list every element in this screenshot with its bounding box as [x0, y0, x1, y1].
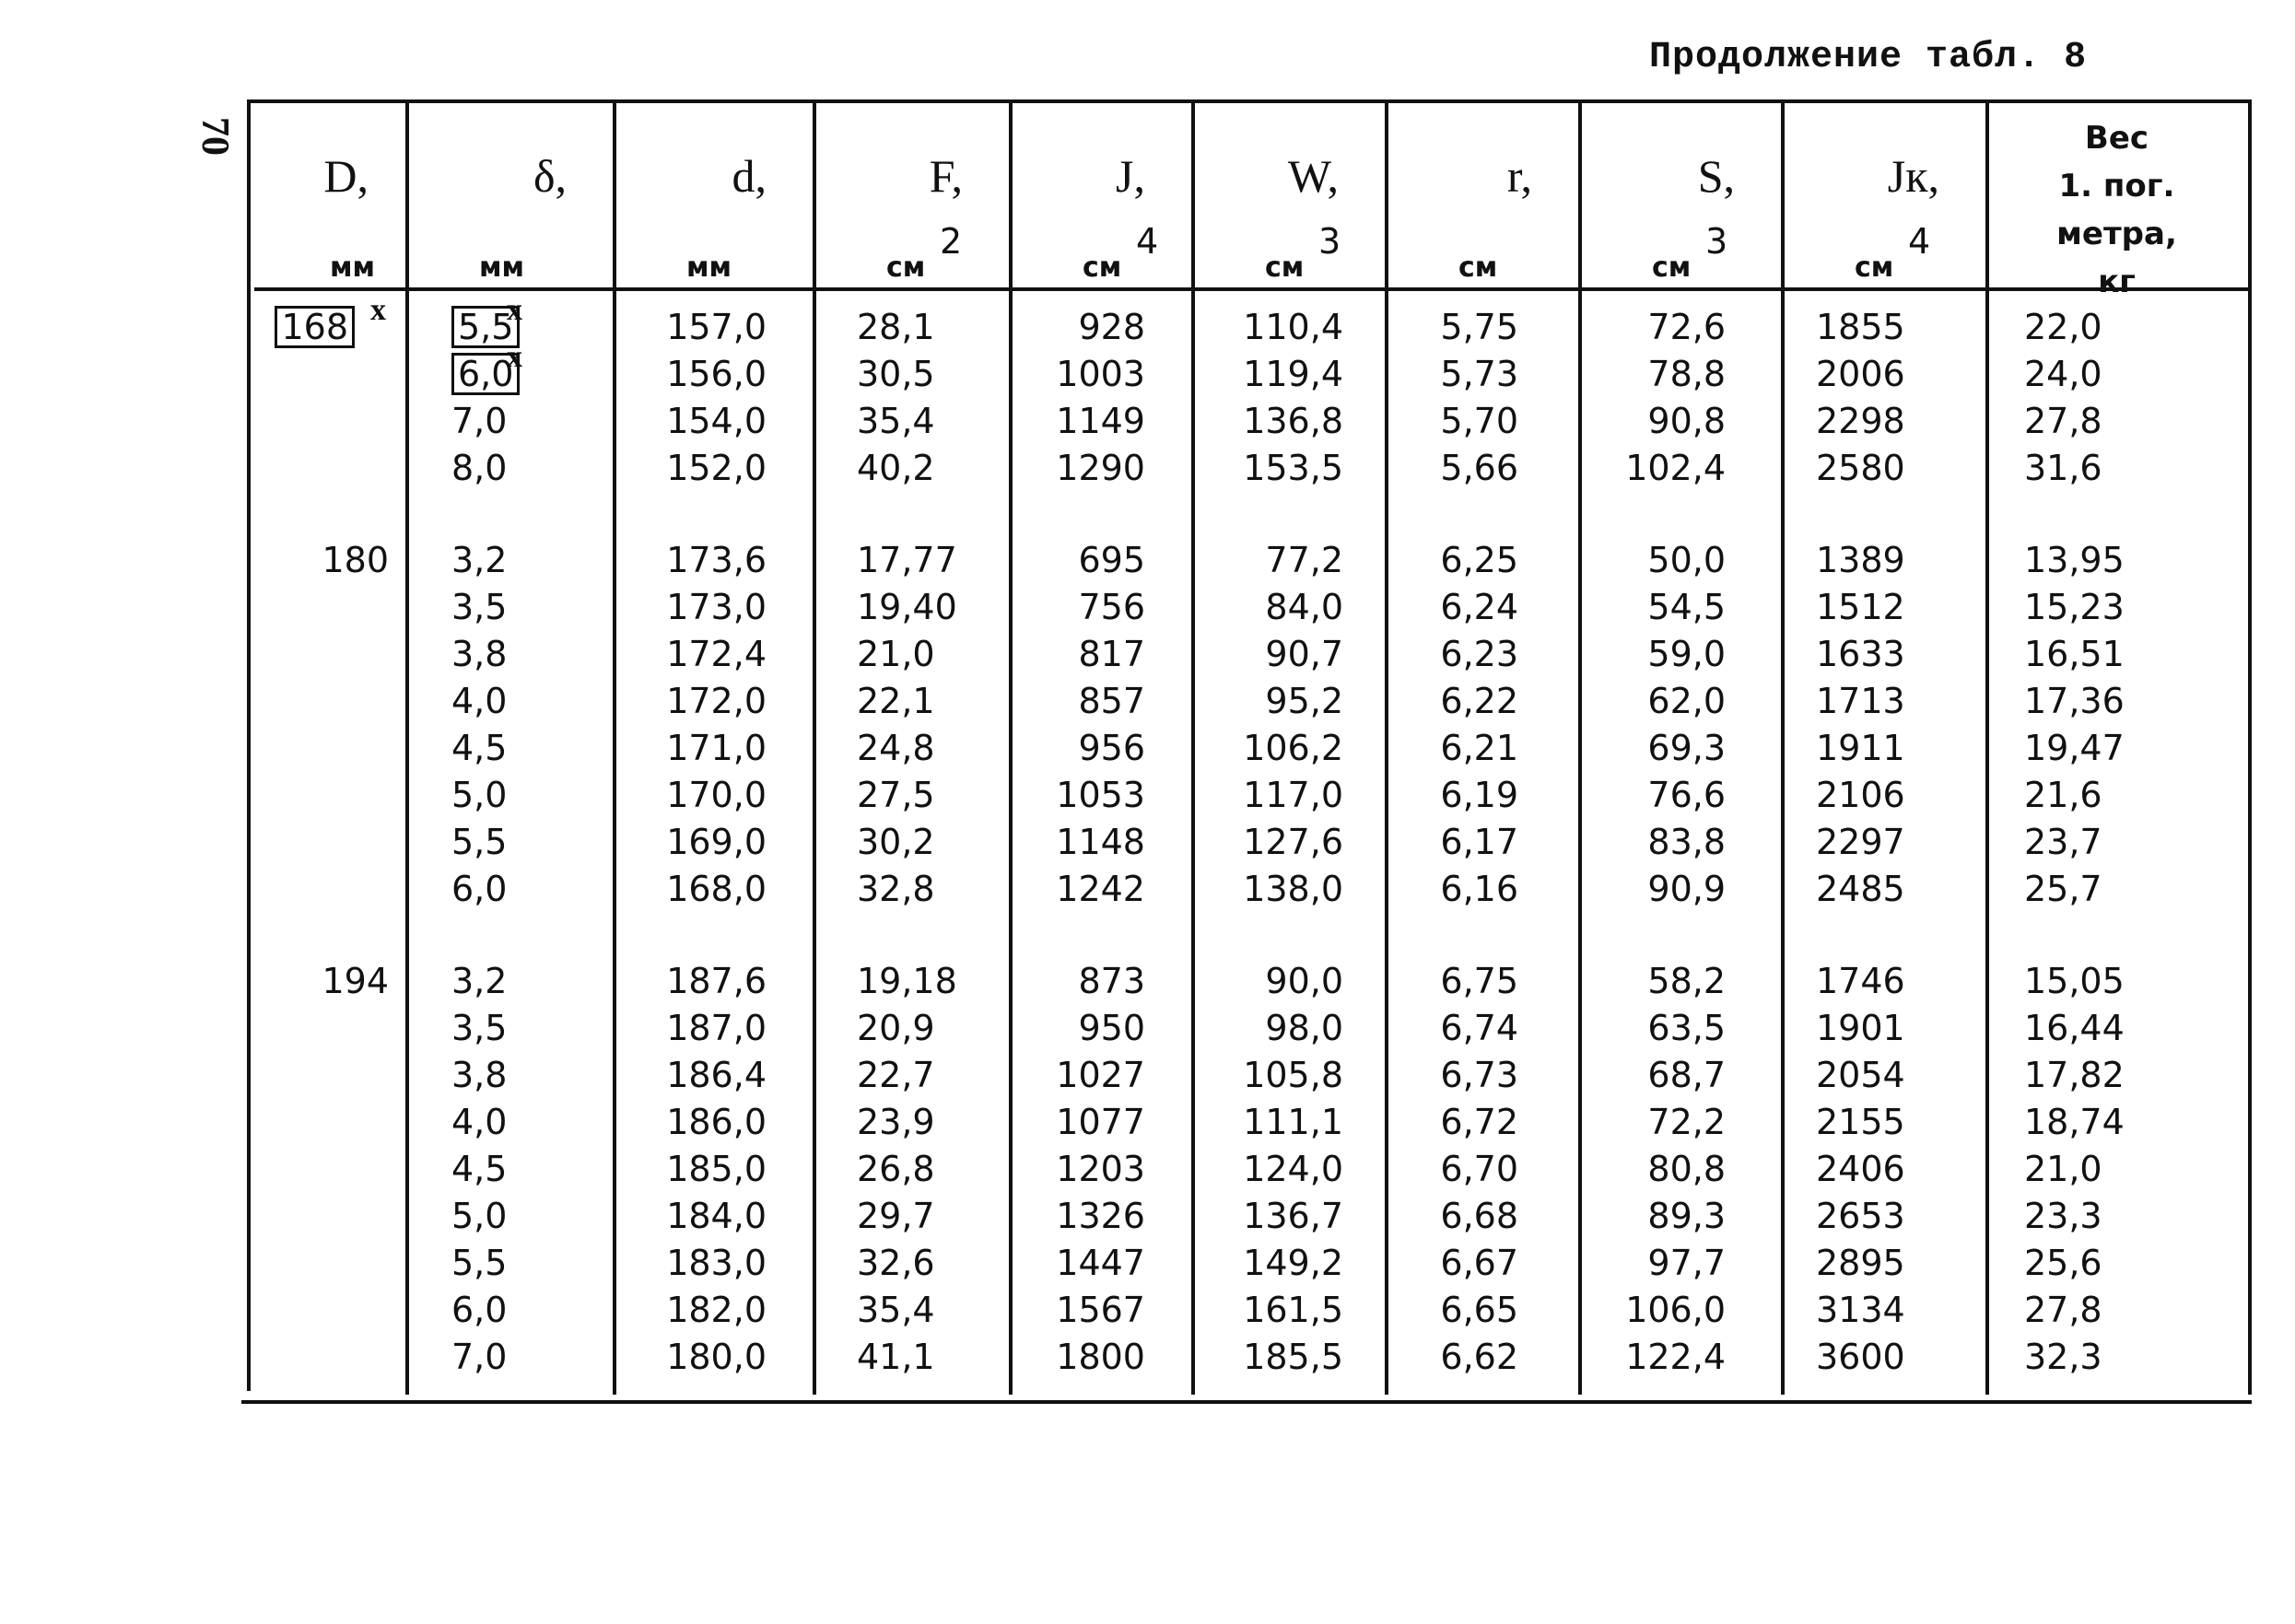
table-cell-d: 172,0	[666, 681, 767, 721]
table-cell-D	[247, 631, 405, 678]
table-caption: Продолжение табл. 8	[1649, 37, 2088, 78]
header-Jk	[1781, 103, 1985, 287]
table-cell-S: 102,4	[1625, 448, 1726, 488]
table-cell-W: 84,0	[1265, 587, 1343, 627]
table-cell-Jk: 2054	[1816, 1055, 1905, 1095]
column-F	[813, 304, 1009, 1381]
table-cell-delta: 5,0	[451, 1196, 508, 1236]
footnote-mark: x	[507, 340, 522, 374]
header-weight-line2: 1. пог.	[2058, 168, 2175, 204]
table-cell-D	[247, 398, 405, 445]
table-cell-D	[247, 445, 405, 492]
table-cell-S: 63,5	[1647, 1008, 1726, 1048]
table-cell-r: 6,16	[1440, 869, 1518, 909]
table-cell-d: 156,0	[666, 354, 767, 394]
table-cell-W: 161,5	[1243, 1290, 1343, 1330]
table-cell-r: 6,67	[1440, 1243, 1518, 1283]
table-cell-Jk: 2580	[1816, 448, 1905, 488]
header-unit: см	[1458, 251, 1498, 284]
table-cell-r: 6,19	[1440, 775, 1518, 815]
table-cell-delta: 3,5	[451, 587, 508, 627]
group-spacer	[1191, 913, 1385, 958]
table-cell-weight: 17,36	[2024, 681, 2125, 721]
header-unit-exponent: 4	[1908, 221, 1931, 262]
table-cell-Jk: 1512	[1816, 587, 1905, 627]
table-cell-d: 170,0	[666, 775, 767, 815]
table-cell-S: 106,0	[1625, 1290, 1726, 1330]
group-spacer	[1385, 913, 1578, 958]
table-cell-D	[247, 1193, 405, 1240]
table-cell-r: 6,73	[1440, 1055, 1518, 1095]
table-cell-J: 1290	[1056, 448, 1145, 488]
table-cell-J: 1027	[1056, 1055, 1145, 1095]
table-cell-weight: 16,44	[2024, 1008, 2125, 1048]
table-cell-W: 136,8	[1243, 401, 1343, 441]
header-unit: см	[886, 251, 926, 284]
table-cell-d: 183,0	[666, 1243, 767, 1283]
table-cell-delta: 3,8	[451, 634, 508, 674]
table-cell-F: 35,4	[857, 401, 935, 441]
table-cell-W: 90,7	[1265, 634, 1343, 674]
table-cell-F: 22,7	[857, 1055, 935, 1095]
group-spacer	[405, 913, 613, 958]
group-spacer	[405, 492, 613, 537]
table-cell-delta: 6,0	[451, 1290, 508, 1330]
table-cell-r: 6,22	[1440, 681, 1518, 721]
table-cell-D	[247, 351, 405, 398]
header-weight-line3: метра,	[2056, 216, 2177, 252]
header-unit: мм	[686, 251, 732, 284]
table-cell-F: 32,6	[857, 1243, 935, 1283]
table-cell-J: 817	[1078, 634, 1145, 674]
header-unit: см	[1265, 251, 1305, 284]
table-cell-D	[247, 1287, 405, 1334]
table-cell-r: 6,74	[1440, 1008, 1518, 1048]
table-cell-D	[247, 584, 405, 631]
group-spacer	[1385, 492, 1578, 537]
table-cell-J: 1077	[1056, 1102, 1145, 1142]
table-cell-W: 95,2	[1265, 681, 1343, 721]
table-cell-d: 182,0	[666, 1290, 767, 1330]
table-cell-J: 950	[1078, 1008, 1145, 1048]
table-cell-delta: 5,5	[451, 1243, 508, 1283]
table-cell-Jk: 2653	[1816, 1196, 1905, 1236]
table-cell-J: 873	[1078, 961, 1145, 1001]
header-weight-unit: кг	[2098, 263, 2136, 300]
header-S	[1578, 103, 1781, 287]
table-cell-S: 72,2	[1647, 1102, 1726, 1142]
table-cell-Jk: 2155	[1816, 1102, 1905, 1142]
table-cell-W: 119,4	[1243, 354, 1343, 394]
table-cell-r: 5,70	[1440, 401, 1518, 441]
header-weight-line1: Вес	[2084, 120, 2149, 157]
header-symbol: Jк,	[1887, 150, 1939, 202]
table-cell-J: 857	[1078, 681, 1145, 721]
table-cell-d: 180,0	[666, 1337, 767, 1377]
table-cell-Jk: 1713	[1816, 681, 1905, 721]
header-symbol: S,	[1697, 150, 1735, 202]
table-cell-F: 17,77	[857, 540, 957, 580]
table-cell-d: 157,0	[666, 307, 767, 347]
table-cell-S: 59,0	[1647, 634, 1726, 674]
table-cell-weight: 27,8	[2024, 1290, 2102, 1330]
table-cell-D	[247, 1099, 405, 1146]
table-cell-S: 50,0	[1647, 540, 1726, 580]
table-cell-S: 90,9	[1647, 869, 1726, 909]
table-cell-Jk: 1901	[1816, 1008, 1905, 1048]
header-symbol: δ,	[533, 150, 567, 202]
table-cell-d: 169,0	[666, 822, 767, 862]
header-unit: см	[1083, 251, 1122, 284]
table-cell-d: 184,0	[666, 1196, 767, 1236]
table-cell-D	[247, 866, 405, 913]
table-cell-W: 124,0	[1243, 1149, 1343, 1189]
table-cell-weight: 21,6	[2024, 775, 2102, 815]
table-cell-S: 69,3	[1647, 728, 1726, 768]
table-cell-delta: 3,5	[451, 1008, 508, 1048]
table-cell-D	[247, 772, 405, 819]
table-cell-r: 6,72	[1440, 1102, 1518, 1142]
header-unit-exponent: 3	[1705, 221, 1728, 262]
table-cell-W: 111,1	[1243, 1102, 1343, 1142]
table-cell-d: 186,0	[666, 1102, 767, 1142]
table-cell-W: 127,6	[1243, 822, 1343, 862]
table-cell-W: 98,0	[1265, 1008, 1343, 1048]
table-cell-d: 152,0	[666, 448, 767, 488]
table-cell-J: 1447	[1056, 1243, 1145, 1283]
table-cell-W: 149,2	[1243, 1243, 1343, 1283]
table-cell-F: 35,4	[857, 1290, 935, 1330]
table-cell-W: 77,2	[1265, 540, 1343, 580]
table-cell-weight: 19,47	[2024, 728, 2125, 768]
table-cell-W: 117,0	[1243, 775, 1343, 815]
header-symbol: J,	[1116, 150, 1145, 202]
group-spacer	[813, 913, 1009, 958]
table-cell-r: 6,21	[1440, 728, 1518, 768]
header-unit-exponent: 2	[940, 221, 963, 262]
table-cell-delta: 4,0	[451, 1102, 508, 1142]
boxed-value: 5,5	[451, 306, 520, 348]
table-cell-D	[247, 678, 405, 725]
table-cell-r: 5,66	[1440, 448, 1518, 488]
table-cell-S: 58,2	[1647, 961, 1726, 1001]
table-cell-F: 19,40	[857, 587, 957, 627]
column-S	[1578, 304, 1781, 1381]
group-spacer	[1191, 492, 1385, 537]
table-cell-D	[247, 1052, 405, 1099]
table-cell-delta: 4,0	[451, 681, 508, 721]
group-spacer	[1781, 913, 1985, 958]
header-unit-exponent: 4	[1136, 221, 1159, 262]
table-cell-delta: 5,0	[451, 775, 508, 815]
table-cell-delta: 3,2	[451, 961, 508, 1001]
header-F	[813, 103, 1009, 287]
table-cell-weight: 24,0	[2024, 354, 2102, 394]
table-cell-J: 1567	[1056, 1290, 1145, 1330]
table-cell-r: 6,25	[1440, 540, 1518, 580]
header-weight	[1985, 103, 2248, 300]
table-cell-J: 928	[1078, 307, 1145, 347]
table-cell-J: 1003	[1056, 354, 1145, 394]
table-cell-weight: 25,7	[2024, 869, 2102, 909]
header-symbol: F,	[929, 150, 963, 202]
table-cell-weight: 16,51	[2024, 634, 2125, 674]
table-cell-delta: 3,2	[451, 540, 508, 580]
table-cell-r: 6,68	[1440, 1196, 1518, 1236]
table-cell-delta: 3,8	[451, 1055, 508, 1095]
table-cell-Jk: 1911	[1816, 728, 1905, 768]
header-unit-exponent: 3	[1318, 221, 1341, 262]
page-number: 70	[193, 117, 236, 156]
table-cell-J: 1203	[1056, 1149, 1145, 1189]
table-cell-weight: 25,6	[2024, 1243, 2102, 1283]
table-cell-S: 68,7	[1647, 1055, 1726, 1095]
header-unit: см	[1855, 251, 1894, 284]
table-cell-weight: 15,05	[2024, 961, 2125, 1001]
table-cell-S: 122,4	[1625, 1337, 1726, 1377]
table-cell-S: 78,8	[1647, 354, 1726, 394]
column-Jk	[1781, 304, 1985, 1381]
group-spacer	[1985, 492, 2248, 537]
group-spacer	[613, 913, 813, 958]
table-cell-r: 5,75	[1440, 307, 1518, 347]
table-cell-J: 1242	[1056, 869, 1145, 909]
footnote-mark: x	[507, 293, 522, 327]
header-symbol: W,	[1287, 150, 1339, 202]
table-cell-r: 5,73	[1440, 354, 1518, 394]
table-cell-S: 62,0	[1647, 681, 1726, 721]
table-cell-weight: 18,74	[2024, 1102, 2125, 1142]
group-spacer	[1985, 913, 2248, 958]
table-cell-D: 194	[322, 961, 389, 1001]
table-cell-W: 153,5	[1243, 448, 1343, 488]
table-cell-delta: 7,0	[451, 401, 508, 441]
table-cell-weight: 13,95	[2024, 540, 2125, 580]
group-spacer	[1009, 492, 1191, 537]
table-cell-Jk: 1389	[1816, 540, 1905, 580]
table-cell-d: 187,0	[666, 1008, 767, 1048]
table-cell-J: 1149	[1056, 401, 1145, 441]
table-cell-F: 28,1	[857, 307, 935, 347]
table-cell-J: 756	[1078, 587, 1145, 627]
column-d	[613, 304, 813, 1381]
header-weight-label	[1985, 114, 2248, 306]
table-cell-r: 6,75	[1440, 961, 1518, 1001]
table-cell-r: 6,62	[1440, 1337, 1518, 1377]
header-unit: см	[1652, 251, 1692, 284]
table-cell-F: 29,7	[857, 1196, 935, 1236]
table-cell-F: 26,8	[857, 1149, 935, 1189]
table-cell-W: 136,7	[1243, 1196, 1343, 1236]
table-cell-d: 168,0	[666, 869, 767, 909]
table-cell-S: 90,8	[1647, 401, 1726, 441]
table-cell-W: 105,8	[1243, 1055, 1343, 1095]
table-cell-F: 30,5	[857, 354, 935, 394]
table-cell-J: 695	[1078, 540, 1145, 580]
header-symbol: D,	[323, 150, 369, 202]
table-cell-J: 1148	[1056, 822, 1145, 862]
column-r	[1385, 304, 1578, 1381]
header-symbol: d,	[732, 150, 767, 202]
boxed-value: 168	[275, 306, 355, 348]
table-cell-weight: 23,3	[2024, 1196, 2102, 1236]
table-cell-Jk: 2895	[1816, 1243, 1905, 1283]
table-cell-F: 23,9	[857, 1102, 935, 1142]
header-d	[613, 103, 813, 287]
table-cell-S: 54,5	[1647, 587, 1726, 627]
table-cell-J: 1800	[1056, 1337, 1145, 1377]
table-cell-d: 172,4	[666, 634, 767, 674]
group-spacer	[1009, 913, 1191, 958]
table-cell-d: 187,6	[666, 961, 767, 1001]
column-delta	[405, 293, 613, 1381]
table-cell-W: 138,0	[1243, 869, 1343, 909]
table-cell-S: 72,6	[1647, 307, 1726, 347]
footnote-mark: x	[370, 293, 386, 327]
table-cell-W: 185,5	[1243, 1337, 1343, 1377]
table-cell-F: 21,0	[857, 634, 935, 674]
group-spacer	[247, 492, 405, 537]
table-cell-weight: 23,7	[2024, 822, 2102, 862]
table-cell-d: 171,0	[666, 728, 767, 768]
table-cell-d: 185,0	[666, 1149, 767, 1189]
table-cell-delta: 4,5	[451, 728, 508, 768]
group-spacer	[1578, 913, 1781, 958]
column-rule	[2248, 99, 2252, 1395]
table-cell-delta: 4,5	[451, 1149, 508, 1189]
table-cell-D	[247, 1240, 405, 1287]
header-unit: мм	[330, 251, 376, 284]
table-cell-Jk: 2106	[1816, 775, 1905, 815]
column-weight	[1985, 304, 2248, 1381]
table-cell-S: 80,8	[1647, 1149, 1726, 1189]
table-cell-S: 97,7	[1647, 1243, 1726, 1283]
table-cell-weight: 32,3	[2024, 1337, 2102, 1377]
table-cell-J: 1326	[1056, 1196, 1145, 1236]
header-unit: мм	[479, 251, 525, 284]
table-cell-Jk: 2006	[1816, 354, 1905, 394]
table-cell-D	[247, 1334, 405, 1381]
table-cell-F: 32,8	[857, 869, 935, 909]
column-W	[1191, 304, 1385, 1381]
header-rule	[254, 287, 2252, 291]
table-cell-Jk: 1633	[1816, 634, 1905, 674]
table-cell-d: 154,0	[666, 401, 767, 441]
table-cell-W: 90,0	[1265, 961, 1343, 1001]
header-W	[1191, 103, 1385, 287]
table-cell-D	[247, 819, 405, 866]
table-cell-F: 40,2	[857, 448, 935, 488]
header-r	[1385, 103, 1578, 287]
table-cell-weight: 17,82	[2024, 1055, 2125, 1095]
table-cell-W: 110,4	[1243, 307, 1343, 347]
table-cell-F: 24,8	[857, 728, 935, 768]
table-cell-W: 106,2	[1243, 728, 1343, 768]
table-bottom-rule	[241, 1400, 2252, 1404]
table-cell-Jk: 1855	[1816, 307, 1905, 347]
table-cell-delta: 5,5	[451, 822, 508, 862]
table-cell-delta: 7,0	[451, 1337, 508, 1377]
table-cell-D	[247, 1005, 405, 1052]
table-cell-J: 1053	[1056, 775, 1145, 815]
table-cell-weight: 15,23	[2024, 587, 2125, 627]
table-cell-weight: 27,8	[2024, 401, 2102, 441]
table-cell-Jk: 3134	[1816, 1290, 1905, 1330]
column-J	[1009, 304, 1191, 1381]
table-cell-J: 956	[1078, 728, 1145, 768]
table-cell-D: 180	[322, 540, 389, 580]
table-cell-Jk: 1746	[1816, 961, 1905, 1001]
table-cell-r: 6,24	[1440, 587, 1518, 627]
group-spacer	[613, 492, 813, 537]
table-cell-r: 6,17	[1440, 822, 1518, 862]
table-cell-F: 19,18	[857, 961, 957, 1001]
table-cell-F: 20,9	[857, 1008, 935, 1048]
header-J	[1009, 103, 1191, 287]
table-cell-Jk: 3600	[1816, 1337, 1905, 1377]
table-cell-D	[247, 1146, 405, 1193]
header-delta	[405, 103, 613, 287]
table-cell-D	[247, 725, 405, 772]
table-cell-r: 6,70	[1440, 1149, 1518, 1189]
table-cell-weight: 22,0	[2024, 307, 2102, 347]
table-cell-S: 76,6	[1647, 775, 1726, 815]
table-cell-d: 186,4	[666, 1055, 767, 1095]
table-cell-r: 6,65	[1440, 1290, 1518, 1330]
table-cell-d: 173,0	[666, 587, 767, 627]
header-symbol: r,	[1506, 150, 1532, 202]
table-cell-F: 41,1	[857, 1337, 935, 1377]
table-cell-F: 30,2	[857, 822, 935, 862]
table-cell-F: 22,1	[857, 681, 935, 721]
group-spacer	[247, 913, 405, 958]
boxed-value: 6,0	[451, 353, 520, 395]
group-spacer	[1781, 492, 1985, 537]
table-cell-Jk: 2485	[1816, 869, 1905, 909]
table-cell-weight: 21,0	[2024, 1149, 2102, 1189]
table-cell-S: 83,8	[1647, 822, 1726, 862]
table-cell-d: 173,6	[666, 540, 767, 580]
table-cell-delta: 6,0	[451, 869, 508, 909]
table-cell-weight: 31,6	[2024, 448, 2102, 488]
table-cell-delta: 8,0	[451, 448, 508, 488]
table-cell-Jk: 2297	[1816, 822, 1905, 862]
table-cell-Jk: 2406	[1816, 1149, 1905, 1189]
table-cell-F: 27,5	[857, 775, 935, 815]
table-cell-S: 89,3	[1647, 1196, 1726, 1236]
column-D	[247, 293, 405, 1381]
table-cell-r: 6,23	[1440, 634, 1518, 674]
group-spacer	[813, 492, 1009, 537]
header-D	[247, 103, 405, 287]
table-cell-Jk: 2298	[1816, 401, 1905, 441]
group-spacer	[1578, 492, 1781, 537]
